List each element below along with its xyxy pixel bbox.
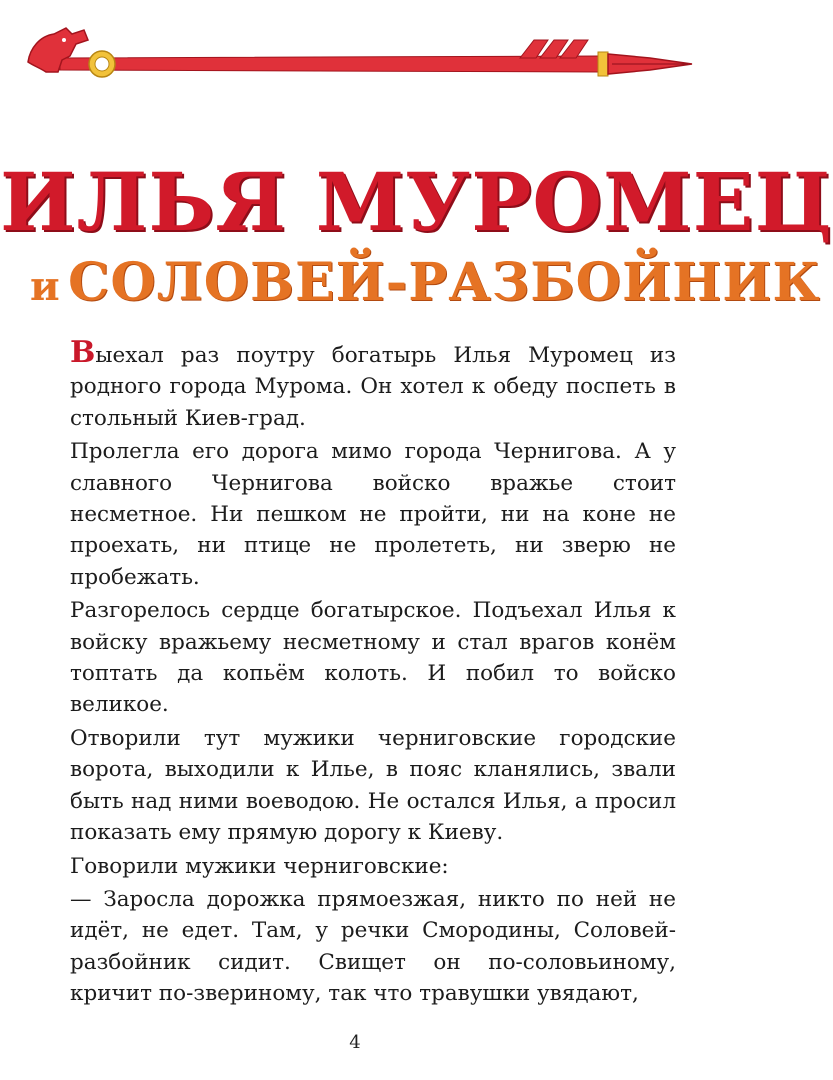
title-main: ИЛЬЯ МУРОМЕЦ [0, 155, 833, 249]
paragraph-3: Разгорелось сердце богатырское. Подъехал Илья к войску вражьему несметному и стал врагов конём топтать да копьём колоть. И побил то войско великое. [70, 598, 676, 718]
paragraph-5: Говорили мужики черниговские: [70, 853, 449, 879]
story-text [70, 335, 676, 1012]
page-number: 4 [349, 1032, 361, 1053]
arrow-ornament [0, 0, 710, 90]
drop-cap: В [70, 335, 96, 370]
arrow-shaft [60, 56, 600, 72]
title-subtitle [30, 248, 821, 327]
paragraph-2: Пролегла его дорога мимо города Чернигова. А у славного Чернигова войско вражье стоит несметное. Ни пешком не пройти, ни на коне не проехать, ни птице не пролететь, ни зверю не пробежать. [70, 439, 676, 590]
paragraph-1: Выехал раз поутру богатырь Илья Муромец из родного города Мурома. Он хотел к обеду поспеть в стольный Киев-град. [70, 335, 676, 431]
title-sub: СОЛОВЕЙ-РАЗБОЙНИК [68, 252, 821, 313]
paragraph-6: — Заросла дорожка прямоезжая, никто по ней не идёт, не едет. Там, у речки Смородины, Соловей-разбойник сидит. Свищет он по-соловьиному, кричит по-звериному, так что травушки увядают, [70, 886, 676, 1007]
title-conjunction: и [30, 263, 60, 310]
arrow-fletching [520, 40, 588, 58]
paragraph-4: Отворили тут мужики черниговские городские ворота, выходили к Илье, в пояс кланялись, звали быть над ними воеводою. Не остался Илья, а просил показать ему прямую дорогу к Киеву. [70, 725, 676, 846]
sun-medallion-icon [89, 51, 115, 77]
